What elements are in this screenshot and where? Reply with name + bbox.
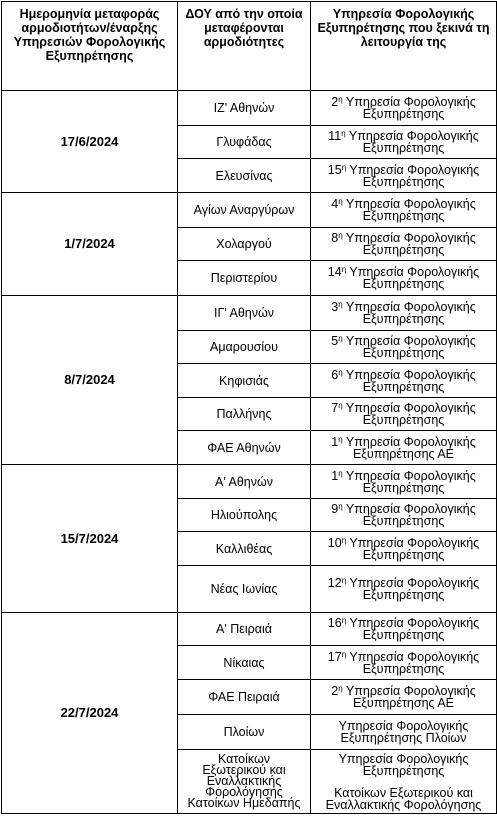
service-cell [311, 613, 497, 646]
service-line-2: Εξυπηρέτησης [362, 480, 445, 495]
date-cell: 17/6/2024 [2, 91, 178, 193]
service-line-2: Εξυπηρέτησης [362, 277, 445, 291]
service-line-2: Εξυπηρέτησης [362, 243, 445, 257]
service-line-1 [314, 369, 493, 381]
doy-cell: Ελευσίνας [178, 159, 311, 193]
doy-cell: Αμαρουσίου [178, 331, 311, 364]
doy-line: Φορολόγησης [205, 785, 283, 799]
service-ordinal: η [341, 576, 347, 585]
service-line-2: Εξυπηρέτησης ΑΕ [352, 446, 455, 461]
service-ordinal: η [338, 684, 343, 693]
table-row [2, 193, 497, 228]
service-text: Υπηρεσία Φορολογικής [346, 265, 480, 279]
transfer-table [1, 1, 497, 814]
service-number: 7 [331, 401, 339, 415]
service-cell [311, 228, 497, 261]
service-ordinal: η [338, 502, 343, 511]
service-line-1 [314, 436, 493, 448]
header-date: Ημερομηνία μεταφοράς αρμοδιοτήτων/έναρξης Υπηρεσιών Φορολογικής Εξυπηρέτησης [2, 2, 178, 91]
header-service: Υπηρεσία Φορολογικής Εξυπηρέτησης που ξεκινά τη λειτουργία της [311, 2, 497, 91]
service-text: Υπηρεσία Φορολογικής [342, 468, 476, 483]
table-row [2, 296, 497, 331]
service-text: Υπηρεσία Φορολογικής [342, 300, 476, 314]
service-text: Υπηρεσία Φορολογικής [342, 401, 476, 415]
doy-cell: ΙΓ' Αθηνών [178, 296, 311, 331]
service-number: 14 [327, 265, 342, 279]
service-line-1 [314, 651, 493, 663]
doy-cell: Γλυφάδας [178, 126, 311, 159]
doy-line: Εξωτερικού και [202, 763, 286, 777]
table-row [2, 465, 497, 499]
service-number: 2 [331, 95, 339, 109]
doy-cell: ΙΖ' Αθηνών [178, 91, 311, 126]
doy-cell: Παλλήνης [178, 398, 311, 431]
service-line-2: Εξυπηρέτησης [362, 628, 445, 642]
doy-cell: Ηλιούπολης [178, 499, 311, 532]
service-line-2: Εξυπηρέτησης [362, 413, 445, 427]
service-cell [311, 465, 497, 499]
date-cell: 22/7/2024 [2, 613, 178, 814]
service-cell [311, 715, 497, 750]
service-ordinal: η [338, 197, 343, 206]
service-number: 11 [328, 129, 342, 143]
service-line-2: Εξυπηρέτησης [362, 661, 445, 676]
service-line-2: Εξυπηρέτησης ΑΕ [352, 696, 455, 710]
service-line-2: Εξυπηρέτησης [362, 312, 445, 326]
service-line: Κατοίκων Εξωτερικού και [334, 785, 473, 800]
service-number: 4 [331, 197, 339, 211]
service-cell [311, 532, 497, 566]
service-ordinal: η [338, 334, 343, 343]
service-cell [311, 750, 497, 814]
doy-cell: Νέας Ιωνίας [178, 566, 311, 613]
service-line-2: Εξυπηρέτησης [362, 588, 445, 602]
service-ordinal: η [341, 649, 347, 659]
service-text: Υπηρεσία Φορολογικής [342, 95, 476, 109]
date-cell: 8/7/2024 [2, 296, 178, 465]
doy-line: Κατοίκων [217, 752, 270, 766]
doy-cell: Χολαργού [178, 228, 311, 261]
doy-cell: Περιστερίου [178, 261, 311, 296]
service-ordinal: η [341, 162, 347, 172]
service-text: Υπηρεσία Φορολογικής [346, 162, 480, 177]
service-number: 6 [331, 367, 339, 382]
service-line-1 [314, 164, 493, 176]
service-text: Υπηρεσία Φορολογικής [346, 535, 480, 550]
service-line-2: Εξυπηρέτησης [362, 379, 445, 394]
service-line-2: Εξυπηρέτησης Πλοίων [340, 731, 467, 745]
service-text: Υπηρεσία Φορολογικής [342, 197, 476, 211]
service-number: 3 [331, 300, 339, 314]
service-line-2: Εξυπηρέτησης [362, 547, 445, 562]
service-cell [311, 193, 497, 228]
service-ordinal: η [338, 468, 343, 478]
service-cell [311, 364, 497, 398]
service-cell [311, 398, 497, 431]
service-ordinal: η [338, 401, 343, 410]
service-ordinal: η [341, 129, 346, 138]
service-line: Υπηρεσία Φορολογικής [338, 751, 469, 766]
service-line-2: Εξυπηρέτησης [362, 514, 445, 528]
service-text: Υπηρεσία Φορολογικής [342, 502, 476, 516]
service-cell [311, 566, 497, 613]
service-cell [311, 91, 497, 126]
service-text: Υπηρεσία Φορολογικής [346, 616, 480, 630]
doy-cell: Κηφισιάς [178, 364, 311, 398]
service-text: Υπηρεσία Φορολογικής [342, 434, 476, 449]
service-number: 12 [327, 576, 342, 590]
table-row [2, 613, 497, 646]
service-line-1 [314, 470, 493, 482]
doy-cell: Αγίων Αναργύρων [178, 193, 311, 228]
service-text: Υπηρεσία Φορολογικής [346, 576, 480, 590]
service-cell [311, 499, 497, 532]
service-ordinal: η [338, 231, 343, 240]
service-cell [311, 646, 497, 680]
service-number: 1 [331, 468, 339, 483]
doy-line: Κατοίκων Ημεδαπής [187, 796, 301, 810]
service-number: 5 [331, 334, 339, 348]
service-number: 16 [327, 616, 342, 630]
service-text: Υπηρεσία Φορολογικής [342, 334, 476, 348]
service-text: Υπηρεσία Φορολογικής [346, 649, 480, 664]
service-line: Εξυπηρέτησης [362, 763, 445, 778]
service-cell [311, 261, 497, 296]
doy-cell: ΦΑΕ Πειραιά [178, 680, 311, 715]
service-cell [311, 680, 497, 715]
service-cell [311, 126, 497, 159]
service-ordinal: η [338, 300, 343, 309]
doy-cell: Νίκαιας [178, 646, 311, 680]
service-number: 1 [331, 434, 339, 449]
doy-cell [178, 750, 311, 814]
service-number: 15 [327, 162, 342, 177]
service-cell [311, 431, 497, 465]
service-number: 17 [327, 649, 342, 664]
service-line: Εναλλακτικής Φορολόγησης [325, 797, 482, 812]
service-text: Υπηρεσία Φορολογικής [342, 684, 476, 698]
service-ordinal: η [338, 434, 343, 444]
service-number: 8 [331, 231, 339, 245]
service-ordinal: η [341, 616, 347, 625]
service-ordinal: η [341, 265, 347, 274]
service-line-1 [314, 537, 493, 549]
service-line-2: Εξυπηρέτησης [362, 107, 445, 121]
service-line-2: Εξυπηρέτησης [362, 209, 445, 223]
service-text: Υπηρεσία Φορολογικής [342, 367, 476, 382]
doy-cell: Α' Πειραιά [178, 613, 311, 646]
doy-cell: Α' Αθηνών [178, 465, 311, 499]
service-text: Υπηρεσία Φορολογικής [342, 231, 476, 245]
date-cell: 1/7/2024 [2, 193, 178, 296]
service-ordinal: η [338, 367, 343, 377]
header-row [2, 2, 497, 91]
service-cell [311, 331, 497, 364]
service-number: 2 [331, 684, 339, 698]
service-number: 10 [327, 535, 342, 550]
service-ordinal: η [341, 535, 347, 545]
service-line-2: Εξυπηρέτησης [362, 141, 445, 155]
service-line-2: Εξυπηρέτησης [362, 346, 445, 360]
service-ordinal: η [338, 95, 343, 104]
table-row [2, 91, 497, 126]
doy-cell: ΦΑΕ Αθηνών [178, 431, 311, 465]
doy-cell: Πλοίων [178, 715, 311, 750]
date-cell: 15/7/2024 [2, 465, 178, 613]
header-doy: ΔΟΥ από την οποία μεταφέρονται αρμοδιότητες [178, 2, 311, 91]
service-cell [311, 159, 497, 193]
doy-line: Εναλλακτικής [206, 774, 282, 788]
doy-cell: Καλλιθέας [178, 532, 311, 566]
service-text: Υπηρεσία Φορολογικής [345, 129, 479, 143]
service-text: Υπηρεσία Φορολογικής [338, 719, 469, 733]
service-line-2: Εξυπηρέτησης [362, 174, 445, 189]
service-number: 9 [331, 502, 339, 516]
service-cell [311, 296, 497, 331]
